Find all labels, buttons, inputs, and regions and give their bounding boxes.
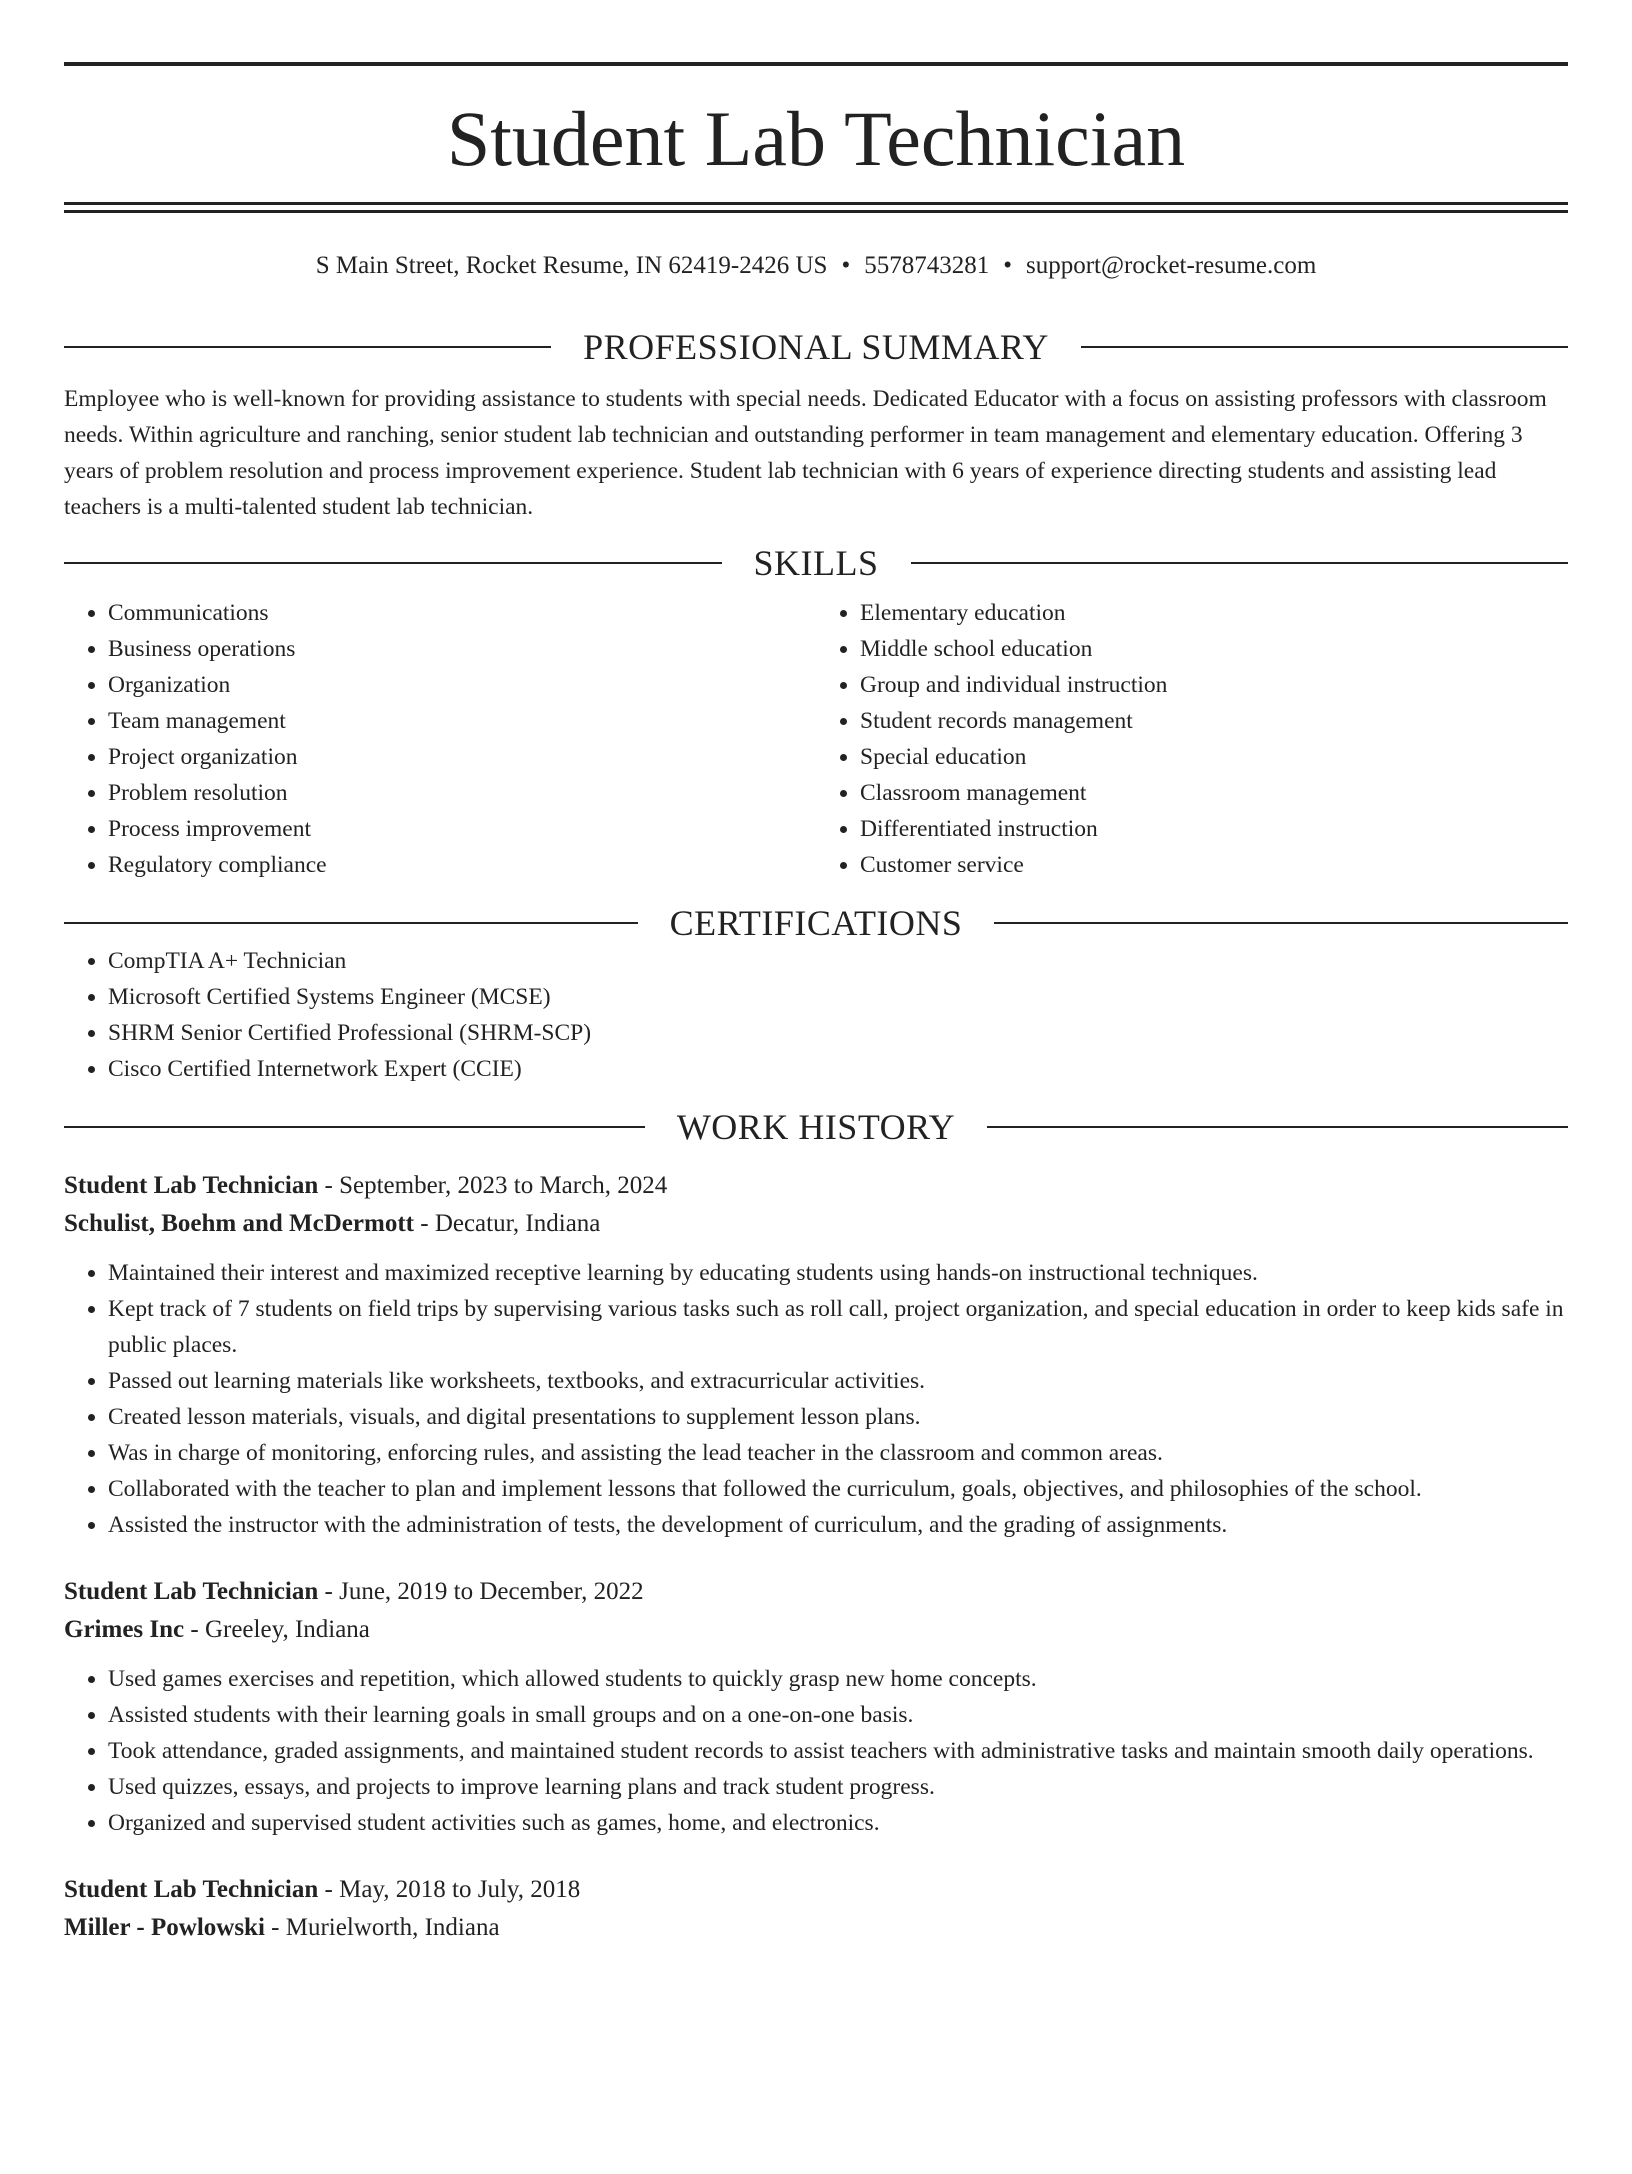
skill-item: • Team management <box>108 703 816 739</box>
certifications-list <box>64 943 1568 1087</box>
skill-item: • Regulatory compliance <box>108 847 816 883</box>
section-title: CERTIFICATIONS <box>669 903 963 943</box>
job-bullet: • Organized and supervised student activities such as games, home, and electronics. <box>108 1805 1568 1841</box>
job-bullet: • Assisted students with their learning goals in small groups and on a one-on-one basis. <box>108 1697 1568 1733</box>
contact-line <box>64 251 1568 281</box>
certification-item: • CompTIA A+ Technician <box>108 943 1568 979</box>
skills-list-right <box>816 595 1568 883</box>
heading-rule-right <box>911 562 1569 564</box>
skill-item: • Classroom management <box>860 775 1568 811</box>
heading-rule-right <box>994 922 1568 924</box>
job-title: Student Lab Technician <box>64 1172 319 1199</box>
job-company: Miller - Powlowski <box>64 1914 265 1941</box>
section-title: PROFESSIONAL SUMMARY <box>583 327 1049 367</box>
job-bullet: • Took attendance, graded assignments, and maintained student records to assist teachers with administrative tasks and maintain smooth daily operations. <box>108 1733 1568 1769</box>
skill-item: • Special education <box>860 739 1568 775</box>
section-heading-skills <box>64 543 1568 583</box>
job-bullet: • Assisted the instructor with the administration of tests, the development of curriculum, and the grading of assignments. <box>108 1507 1568 1543</box>
section-heading-certifications <box>64 903 1568 943</box>
section-title: WORK HISTORY <box>676 1107 956 1147</box>
job-bullet: • Created lesson materials, visuals, and digital presentations to supplement lesson plans. <box>108 1399 1568 1435</box>
skills-list-left <box>64 595 816 883</box>
certification-item: • Microsoft Certified Systems Engineer (MCSE) <box>108 979 1568 1015</box>
job-company: Grimes Inc <box>64 1616 185 1643</box>
heading-rule-right <box>987 1126 1568 1128</box>
job-bullet: • Was in charge of monitoring, enforcing rules, and assisting the lead teacher in the classroom and common areas. <box>108 1435 1568 1471</box>
heading-rule-left <box>64 562 722 564</box>
skill-item: • Project organization <box>108 739 816 775</box>
skill-item: • Differentiated instruction <box>860 811 1568 847</box>
job-title-line: Student Lab Technician - September, 2023 to March, 2024 <box>64 1172 668 1199</box>
job-bullet: • Used quizzes, essays, and projects to improve learning plans and track student progress. <box>108 1769 1568 1805</box>
job-title: Student Lab Technician <box>64 1578 319 1605</box>
job-title-line: Student Lab Technician - May, 2018 to July, 2018 <box>64 1876 581 1903</box>
skill-item: • Organization <box>108 667 816 703</box>
certification-item: • Cisco Certified Internetwork Expert (CCIE) <box>108 1051 1568 1087</box>
job-company: Schulist, Boehm and McDermott <box>64 1210 414 1237</box>
job-company-line: Miller - Powlowski - Murielworth, Indiana <box>64 1914 500 1941</box>
section-title: SKILLS <box>753 543 879 583</box>
skill-item: • Elementary education <box>860 595 1568 631</box>
skill-item: • Communications <box>108 595 816 631</box>
job-bullet: • Kept track of 7 students on field trips by supervising various tasks such as roll call, project organization, and special education in order to keep kids safe in public places. <box>108 1291 1568 1363</box>
job-entry <box>64 1167 1568 1543</box>
job-title-line: Student Lab Technician - June, 2019 to December, 2022 <box>64 1578 644 1605</box>
top-rule <box>64 62 1568 66</box>
job-bullets <box>64 1255 1568 1543</box>
job-entry <box>64 1573 1568 1841</box>
contact-phone: 5578743281 <box>864 252 990 279</box>
summary-text: Employee who is well-known for providing assistance to students with special needs. Dedicated Educator with a focus on assisting professors with classroom needs. Within agriculture and ranching, senior student lab technician and outstanding performer in team management and elementary education. Offering 3 years of problem resolution and process improvement experience. Student lab technician with 6 years of experience directing students and assisting lead teachers is a multi-talented student lab technician. <box>64 386 1547 520</box>
skill-item: • Business operations <box>108 631 816 667</box>
skill-item: • Student records management <box>860 703 1568 739</box>
contact-address: S Main Street, Rocket Resume, IN 62419-2426 US <box>315 252 828 279</box>
skills-columns <box>64 595 1568 883</box>
heading-rule-left <box>64 922 638 924</box>
heading-rule-left <box>64 346 551 348</box>
job-bullet: • Collaborated with the teacher to plan and implement lessons that followed the curriculum, goals, objectives, and philosophies of the school. <box>108 1471 1568 1507</box>
skill-item: • Group and individual instruction <box>860 667 1568 703</box>
section-heading-summary <box>64 327 1568 367</box>
skill-item: • Middle school education <box>860 631 1568 667</box>
job-bullet: • Used games exercises and repetition, which allowed students to quickly grasp new home concepts. <box>108 1661 1568 1697</box>
resume-page <box>0 62 1632 2174</box>
certification-item: • SHRM Senior Certified Professional (SHRM-SCP) <box>108 1015 1568 1051</box>
job-location: Decatur, Indiana <box>434 1210 601 1237</box>
heading-rule-left <box>64 1126 645 1128</box>
title-double-rule <box>64 202 1568 213</box>
job-location: Greeley, Indiana <box>204 1616 370 1643</box>
section-heading-work-history <box>64 1107 1568 1147</box>
heading-rule-right <box>1081 346 1568 348</box>
contact-separator: • <box>1003 252 1012 279</box>
job-bullets <box>64 1661 1568 1841</box>
skill-item: • Problem resolution <box>108 775 816 811</box>
job-dates: June, 2019 to December, 2022 <box>339 1578 644 1605</box>
page-title: Student Lab Technician <box>446 95 1186 182</box>
skill-item: • Customer service <box>860 847 1568 883</box>
job-title: Student Lab Technician <box>64 1876 319 1903</box>
contact-separator: • <box>841 252 851 279</box>
job-company-line: Grimes Inc - Greeley, Indiana <box>64 1616 370 1643</box>
job-bullet: • Passed out learning materials like worksheets, textbooks, and extracurricular activities. <box>108 1363 1568 1399</box>
job-entry <box>64 1871 1568 1947</box>
job-location: Murielworth, Indiana <box>285 1914 500 1941</box>
job-dates: May, 2018 to July, 2018 <box>339 1876 581 1903</box>
job-dates: September, 2023 to March, 2024 <box>339 1172 668 1199</box>
contact-email[interactable]: support@rocket-resume.com <box>1026 252 1317 279</box>
job-company-line: Schulist, Boehm and McDermott - Decatur, Indiana <box>64 1210 601 1237</box>
job-bullet: • Maintained their interest and maximized receptive learning by educating students using hands-on instructional techniques. <box>108 1255 1568 1291</box>
skill-item: • Process improvement <box>108 811 816 847</box>
